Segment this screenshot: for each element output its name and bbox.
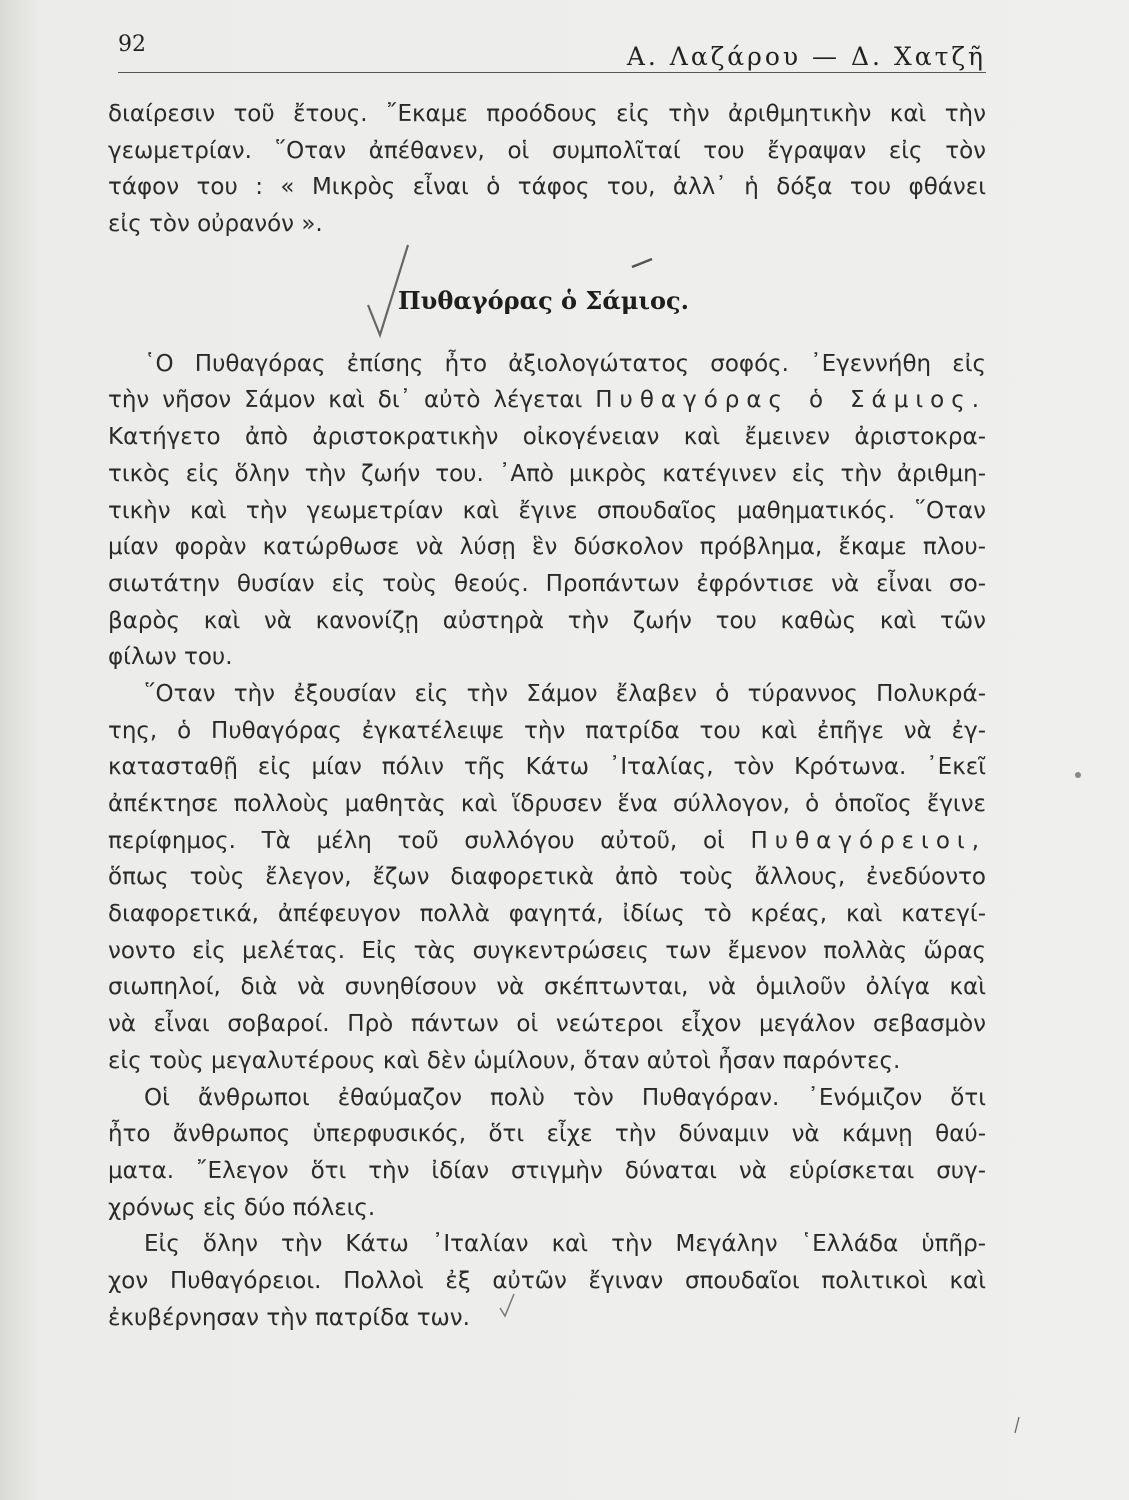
text-line: [108, 382, 986, 419]
text-line: [108, 823, 986, 860]
end-check-icon: [497, 1290, 517, 1320]
text-line: εἰς τοὺς μεγαλυτέρους καὶ δὲν ὡμίλουν, ὅταν αὐτοὶ ἦσαν παρόντες.: [108, 1047, 901, 1074]
section-heading-block: [108, 243, 986, 346]
text-line: ματα. ῎Ελεγον ὅτι τὴν ἰδίαν στιγμὴν δύναται νὰ εὑρίσκεται συγ-: [108, 1157, 986, 1184]
text-line: ὅπως τοὺς ἔλεγον, ἔζων διαφορετικὰ ἀπὸ τοὺς ἄλλους, ἐνεδύοντο: [108, 864, 986, 891]
spaced-name: Πυθαγόρειοι,: [750, 827, 986, 854]
text-line: τικὸς εἰς ὅλην τὴν ζωήν του. ᾿Απὸ μικρὸς κατέγινεν εἰς τὴν ἀριθμη-: [108, 460, 986, 487]
text-line: μίαν φορὰν κατώρθωσε νὰ λύσῃ ἓν δύσκολον πρόβλημα, ἔκαμε πλου-: [108, 534, 986, 561]
text-line: σιωτάτην θυσίαν εἰς τοὺς θεούς. Προπάντων ἐφρόντισε νὰ εἶναι σο-: [108, 570, 986, 597]
text-line: χον Πυθαγόρειοι. Πολλοὶ ἐξ αὐτῶν ἔγιναν σπουδαῖοι πολιτικοὶ καὶ: [108, 1267, 986, 1294]
text-line: ἀπέκτησε πολλοὺς μαθητὰς καὶ ἵδρυσεν ἕνα σύλλογον, ὁ ὁποῖος ἔγινε: [108, 791, 986, 817]
paragraph-4: [108, 1226, 986, 1336]
text-line: Οἱ ἄνθρωποι ἐθαύμαζον πολὺ τὸν Πυθαγόραν. ᾿Ενόμιζον ὅτι: [144, 1084, 986, 1111]
running-head: Α. Λαζάρου — Δ. Χατζῆ: [626, 42, 986, 71]
text-line: Κατήγετο ἀπὸ ἀριστοκρατικὴν οἰκογένειαν καὶ ἔμεινεν ἀριστοκρα-: [108, 424, 986, 451]
text-line: κατασταθῇ εἰς μίαν πόλιν τῆς Κάτω ᾿Ιταλίας, τὸν Κρότωνα. ᾿Εκεῖ: [108, 754, 986, 781]
intro-paragraph: [108, 96, 986, 243]
text-line: ῞Οταν τὴν ἐξουσίαν εἰς τὴν Σάμον ἔλαβεν ὁ τύραννος Πολυκρά-: [144, 680, 986, 707]
body-text: [108, 96, 986, 1336]
paragraph-1: [108, 346, 986, 676]
text-line: βαρὸς καὶ νὰ κανονίζῃ αὐστηρὰ τὴν ζωήν του καθὼς καὶ τῶν: [108, 607, 986, 634]
text-line: σιωπηλοί, διὰ νὰ συνηθίσουν νὰ σκέπτωνται, νὰ ὁμιλοῦν ὀλίγα καὶ: [108, 974, 986, 1001]
pencil-tick-icon: [628, 253, 658, 273]
text-line: ἐκυβέρνησαν τὴν πατρίδα των.: [108, 1304, 470, 1331]
spaced-name: Πυθαγόρας ὁ Σάμιος.: [595, 387, 986, 414]
margin-stroke-mark: [1012, 1415, 1022, 1435]
text-line: τάφον του : « Μικρὸς εἶναι ὁ τάφος του, ἀλλ᾿ ἡ δόξα του φθάνει: [108, 174, 986, 201]
text-line: νὰ εἶναι σοβαροί. Πρὸ πάντων οἱ νεώτεροι εἶχον μεγάλον σεβασμὸν: [108, 1011, 986, 1038]
text-line: ἦτο ἄνθρωπος ὑπερφυσικός, ὅτι εἶχε τὴν δύναμιν νὰ κάμνῃ θαύ-: [108, 1121, 986, 1148]
page-header: [118, 28, 986, 73]
text-line: γεωμετρίαν. ῞Οταν ἀπέθανεν, οἱ συμπολῖταί του ἔγραψαν εἰς τὸν: [108, 137, 986, 164]
paragraph-2: [108, 676, 986, 1080]
text-line: τικὴν καὶ τὴν γεωμετρίαν καὶ ἔγινε σπουδαῖος μαθηματικός. ῞Οταν: [108, 497, 986, 524]
text-line: χρόνως εἰς δύο πόλεις.: [108, 1194, 376, 1221]
text-line: ῾Ο Πυθαγόρας ἐπίσης ἦτο ἀξιολογώτατος σοφός. ᾿Εγεννήθη εἰς: [144, 350, 986, 377]
text-line: φίλων του.: [108, 644, 233, 671]
margin-dot-mark: [1075, 772, 1081, 778]
paragraph-3: [108, 1080, 986, 1227]
text-segment: περίφημος. Τὰ μέλη τοῦ συλλόγου αὐτοῦ, οἱ: [108, 827, 725, 854]
page-number: 92: [118, 32, 146, 57]
text-line: εἰς τὸν οὐρανόν ».: [108, 211, 323, 238]
section-heading: Πυθαγόρας ὁ Σάμιος.: [398, 285, 689, 315]
text-line: διαφορετικά, ἀπέφευγον πολλὰ φαγητά, ἰδίως τὸ κρέας, καὶ κατεγί-: [108, 901, 986, 928]
text-line: διαίρεσιν τοῦ ἔτους. ῎Εκαμε προόδους εἰς τὴν ἀριθμητικὴν καὶ τὴν: [108, 101, 986, 127]
text-line: Εἰς ὅλην τὴν Κάτω ᾿Ιταλίαν καὶ τὴν Μεγάλην ῾Ελλάδα ὑπῆρ-: [144, 1231, 986, 1258]
text-segment: τὴν νῆσον Σάμον καὶ δι᾿ αὐτὸ λέγεται: [108, 387, 583, 414]
text-line: νοντο εἰς μελέτας. Εἰς τὰς συγκεντρώσεις των ἔμενον πολλὰς ὥρας: [108, 937, 986, 964]
text-line: της, ὁ Πυθαγόρας ἐγκατέλειψε τὴν πατρίδα του καὶ ἐπῆγε νὰ ἐγ-: [108, 717, 986, 744]
